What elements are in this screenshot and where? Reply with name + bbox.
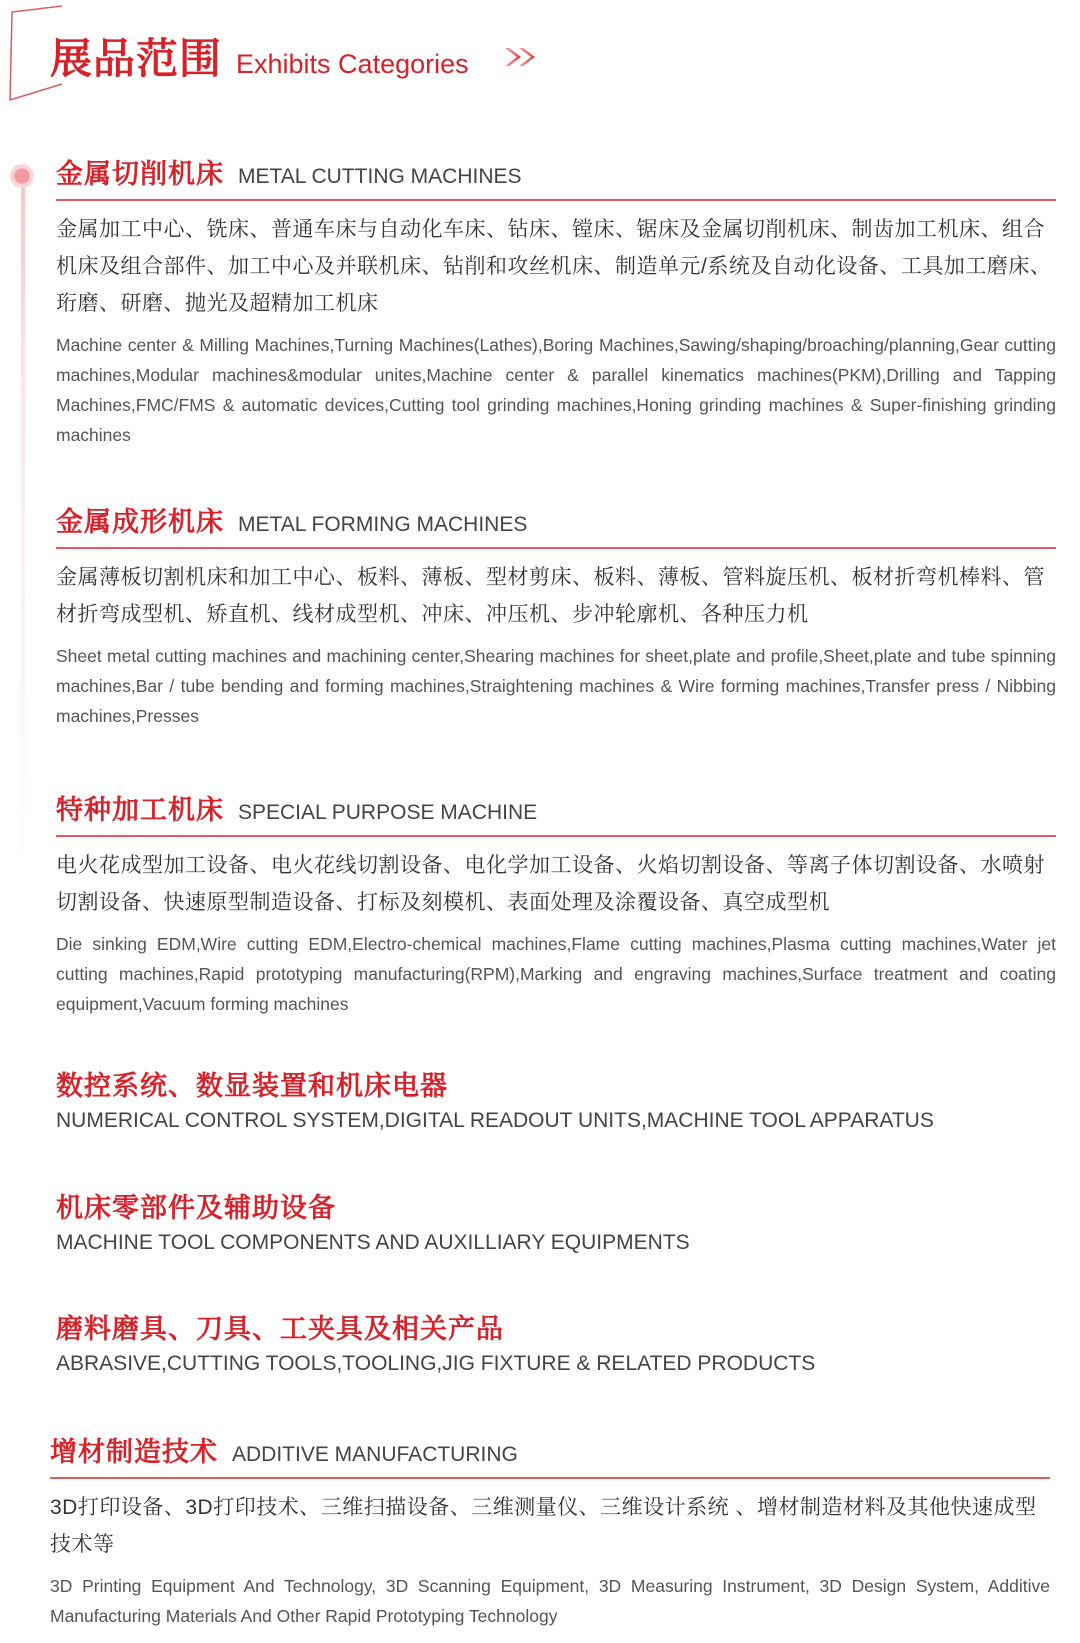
- section-title-row: [50, 1430, 1050, 1479]
- page-header: [50, 26, 469, 86]
- section-title-en: ADDITIVE MANUFACTURING: [232, 1443, 518, 1466]
- section-metal-forming: [56, 500, 1056, 731]
- section-desc-zh: 金属加工中心、铣床、普通车床与自动化车床、钻床、镗床、锯床及金属切削机床、制齿加工机床、组合机床及组合部件、加工中心及并联机床、钻削和攻丝机床、制造单元/系统及自动化设备、工具加工磨床、珩磨、研磨、抛光及超精加工机床: [56, 218, 1052, 315]
- section-title-row: [56, 1307, 1056, 1346]
- header-title-en: Exhibits Categories: [236, 49, 469, 79]
- section-special-purpose: [56, 788, 1056, 1019]
- section-title-zh: 金属切削机床: [56, 159, 224, 189]
- section-title-zh: 特种加工机床: [56, 795, 224, 825]
- section-title-en: NUMERICAL CONTROL SYSTEM,DIGITAL READOUT UNITS,MACHINE TOOL APPARATUS: [56, 1109, 934, 1132]
- section-title-en: METAL CUTTING MACHINES: [238, 165, 522, 188]
- section-title-zh: 增材制造技术: [50, 1437, 218, 1467]
- section-numerical-control: [56, 1064, 1056, 1133]
- section-additive-manufacturing: [50, 1430, 1050, 1631]
- section-desc-en: 3D Printing Equipment And Technology, 3D Scanning Equipment, 3D Measuring Instrument, 3D Design System, Additive Manufacturing Materials And Other Rapid Prototyping Technology: [50, 1576, 1050, 1626]
- section-desc-zh: 金属薄板切割机床和加工中心、板料、薄板、型材剪床、板料、薄板、管料旋压机、板材折弯机棒料、管材折弯成型机、矫直机、线材成型机、冲床、冲压机、步冲轮廓机、各种压力机: [56, 566, 1045, 626]
- section-desc-zh: 3D打印设备、3D打印技术、三维扫描设备、三维测量仪、三维设计系统 、增材制造材料及其他快速成型技术等: [50, 1496, 1037, 1556]
- section-title-row: [56, 152, 1056, 201]
- section-metal-cutting: [56, 152, 1056, 450]
- section-title-en: ABRASIVE,CUTTING TOOLS,TOOLING,JIG FIXTURE & RELATED PRODUCTS: [56, 1352, 816, 1375]
- section-title-zh: 金属成形机床: [56, 507, 224, 537]
- section-desc-en: Machine center & Milling Machines,Turning Machines(Lathes),Boring Machines,Sawing/shaping/broaching/planning,Gear cutting machines,Modular machines&modular unites,Machine center & parallel kinematics machines(PKM),Drilling and Tapping Machines,FMC/FMS & automatic devices,Cutting tool grinding machines,Honing grinding machines & Super-finishing grinding machines: [56, 335, 1056, 445]
- section-desc-en: Die sinking EDM,Wire cutting EDM,Electro-chemical machines,Flame cutting machines,Plasma cutting machines,Water jet cutting machines,Rapid prototyping manufacturing(RPM),Marking and engraving machines,Surface treatment and coating equipment,Vacuum forming machines: [56, 934, 1056, 1014]
- section-components: [56, 1186, 1056, 1255]
- section-title-en: METAL FORMING MACHINES: [238, 513, 528, 536]
- section-desc-en: Sheet metal cutting machines and machining center,Shearing machines for sheet,plate and profile,Sheet,plate and tube spinning machines,Bar / tube bending and forming machines,Straightening machines & Wire forming machines,Transfer press / Nibbing machines,Presses: [56, 646, 1056, 726]
- section-title-row: [56, 1064, 1056, 1103]
- timeline-line: [20, 170, 26, 1640]
- section-title-zh: 磨料磨具、刀具、工夹具及相关产品: [56, 1314, 504, 1344]
- section-title-row: [56, 500, 1056, 549]
- header-title-zh: 展品范围: [50, 35, 223, 82]
- section-abrasive-tools: [56, 1307, 1056, 1376]
- section-title-zh: 数控系统、数显装置和机床电器: [56, 1071, 448, 1101]
- section-title-row: [56, 788, 1056, 837]
- section-title-zh: 机床零部件及辅助设备: [56, 1193, 336, 1223]
- double-chevron-right-icon: [503, 46, 541, 68]
- timeline-dot: [10, 164, 34, 188]
- section-title-row: [56, 1186, 1056, 1225]
- section-title-en: SPECIAL PURPOSE MACHINE: [238, 801, 538, 824]
- section-title-en: MACHINE TOOL COMPONENTS AND AUXILLIARY EQUIPMENTS: [56, 1231, 690, 1254]
- section-desc-zh: 电火花成型加工设备、电火花线切割设备、电化学加工设备、火焰切割设备、等离子体切割设备、水喷射切割设备、快速原型制造设备、打标及刻模机、表面处理及涂覆设备、真空成型机: [56, 854, 1045, 914]
